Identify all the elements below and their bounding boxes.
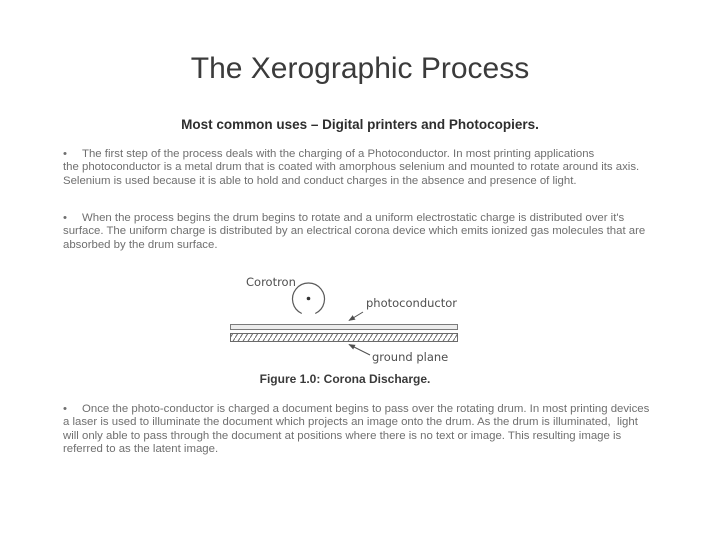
bullet-text: Once the photo-conductor is charged a document begins to pass over the rotating drum. In most printing devices a laser is used to illuminate the document which projects an image onto the drum. As the drum is illuminated, light will only able to pass through the document at positions where there is no text or image. This resulting image is referred to as the latent image. bbox=[63, 403, 653, 456]
bullet-text: The first step of the process deals with the charging of a Photoconductor. In most printing applications the photoconductor is a metal drum that is coated with amorphous selenium and mounted to rotate around its axis. Selenium is used because it is able to hold and conduct charges in the absence and presence of light. bbox=[63, 148, 664, 187]
bullet-paragraph-charging bbox=[63, 148, 664, 188]
bullet-marker: • bbox=[63, 403, 67, 415]
corona-discharge-diagram bbox=[220, 266, 470, 370]
ground-plane-label: ground plane bbox=[372, 350, 449, 364]
photoconductor-label: photoconductor bbox=[366, 296, 458, 310]
ground-plane-arrow bbox=[349, 345, 370, 356]
photoconductor-layer bbox=[231, 325, 458, 330]
bullet-marker: • bbox=[63, 148, 67, 160]
figure-caption: Figure 1.0: Corona Discharge. bbox=[259, 372, 431, 386]
corotron-wire-dot bbox=[307, 297, 311, 301]
slide-title: The Xerographic Process bbox=[190, 52, 530, 85]
ground-plane-layer bbox=[231, 334, 458, 342]
bullet-marker: • bbox=[63, 212, 67, 224]
bullet-paragraph-corona bbox=[63, 212, 655, 252]
bullet-paragraph-latent-image bbox=[63, 403, 655, 457]
photoconductor-arrow bbox=[349, 312, 363, 321]
bullet-text: When the process begins the drum begins to rotate and a uniform electrostatic charge is distributed over it's surface. The uniform charge is distributed by an electrical corona device which emits ionized gas molecules that are absorbed by the drum surface. bbox=[63, 212, 649, 251]
corotron-label: Corotron bbox=[246, 275, 296, 289]
slide-subtitle: Most common uses – Digital printers and Photocopiers. bbox=[181, 117, 539, 132]
